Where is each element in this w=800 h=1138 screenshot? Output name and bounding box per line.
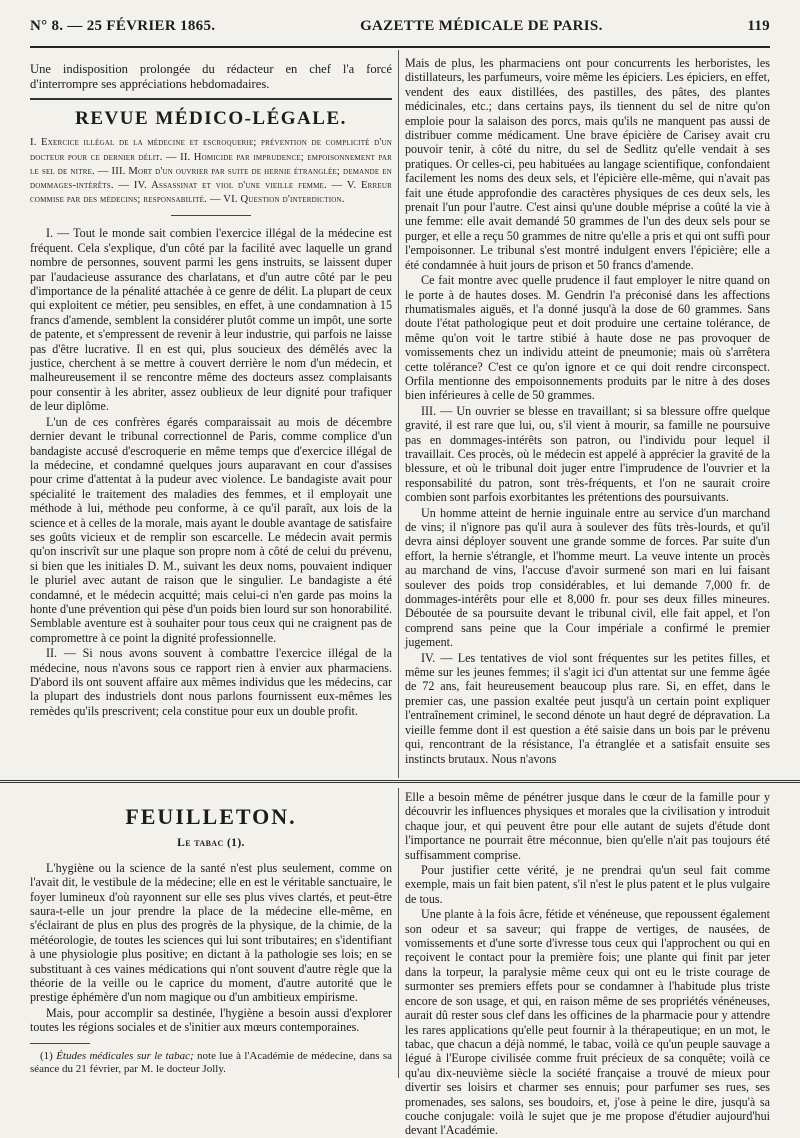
summary-rule — [171, 215, 251, 216]
feuilleton-paragraph: L'hygiène ou la science de la santé n'est plus seulement, comme on l'avait dit, le vestibule de la médecine; elle en est le véritable sanctuaire, le foyer lumineux d'où rayonnent sur elle ses plus vives clartés, et peut-être saura-t-elle un jour prendre la place de la médecine elle-même, en s'éclairant de plus en plus des progrès de la physique, de la chimie, de la météorologie, de toutes les sciences qui lui sont tributaires; en s'identifiant à une physiologie plus positive; en dictant à la pathologie ses lois; en se substituant à ces vaines médications qui n'ont souvent d'autre règle que la théorie de la veille ou le caprice du moment, d'autre autorité que le prestige éphémère d'un nom magique ou d'un ambitieux empirisme. — [30, 860, 392, 1005]
feuilleton-paragraph: Mais, pour accomplir sa destinée, l'hygiène a besoin aussi d'explorer toutes les régions sociales et de s'initier aux mœurs contemporaines. — [30, 1005, 392, 1035]
feuilleton-paragraph: Une plante à la fois âcre, fétide et vénéneuse, que repoussent également son odeur et sa saveur; qui frappe de vertiges, de nausées, de vomissements et d'une sorte d'ivresse tous ceux qui l'approchent ou qui en reçoivent le contact pour la première fois; une plante qui finit par jeter dans la torpeur, la paralysie même ceux qui ont eu le triste courage de surmonter ses premiers effets pour se condamner à l'habitude plus triste encore de son usage, et qui, en raison même de ses propriétés vénéneuses, aurait dû rester sous clef dans les officines de la pharmacie pour y attendre les rares applications qu'elle peut fournir à la thérapeutique; en un mot, le tabac, que chacun a déjà nommé, le tabac, voilà ce qu'un peuple sauvage a légué à l'Europe civilisée comme fruit précieux de sa conquête; voilà ce qu'au dix-neuvième siècle la société française a trouvé de mieux pour divertir ses loisirs et charmer ses ennuis; pour parfumer ses rues, ses promenades, ses salons, ses boudoirs, et, j'ose à peine le dire, jusqu'à sa couche conjugale: voilà le sujet que je me propose d'étudier aujourd'hui devant l'Académie. — [405, 907, 770, 1138]
page-number: 119 — [747, 18, 770, 34]
footnote-text: note lue à l'Académie de médecine, dans sa séance du 21 février, par M. le docteur Jolly. — [30, 1049, 393, 1075]
feuilleton-left-column — [30, 796, 392, 1101]
revue-paragraph: II. — Si nous avons souvent à combattre l'exercice illégal de la médecine, nous n'avons sous ce rapport rien à envier aux pharmaciens. D'abord ils ont souvent affaire aux mêmes individus que les médecins, car la plupart des industriels dont nous parlons fournissent eux-mêmes les remèdes qu'ils prescrivent; cela constitue pour eux un double profit. — [30, 646, 392, 718]
revue-paragraph: Ce fait montre avec quelle prudence il faut employer le nitre quand on le porte à de hautes doses. M. Gendrin l'a préconisé dans les affections rhumatismales aiguës, et l'a donné jusqu'à la dose de 60 grammes. Sans doute l'état pathologique peut et doit produire une certaine tolérance, de même qu'on voit le tartre stibié à haute dose ne pas provoquer de vomissements chez un individu atteint de pneumonie; mais où s'arrêtera cette tolérance? C'est ce qu'on ignore et ce qui doit rendre circonspect. Orfila mentionne des empoisonnements produits par le nitre à des doses bien inférieures à celle de 50 grammes. — [405, 273, 770, 403]
revue-paragraph: I. — Tout le monde sait combien l'exercice illégal de la médecine est fréquent. Cela s'explique, d'un côté par la facilité avec laquelle un grand nombre de personnes, souvent parmi les gens instruits, se laissent duper par l'audacieuse assurance des charlatans, et d'un autre côté par le peu d'importance de la pénalité attachée à ce genre de délit. La plupart de ceux qui exploitent ce métier, peu sensibles, en effet, à une condamnation à 15 francs d'amende, semblent la considérer plutôt comme un impôt, une sorte de patente, et s'empressent de revenir à leur industrie, qui parfois ne laisse pas d'être lucrative. Il en est qui, plus soucieux des démêlés avec la justice, cherchent à se mettre à couvert derrière le nom d'un médecin, et malheureusement il se rencontre même des docteurs assez complaisants pour consentir à les abriter, assez oublieux de leur dignité pour trafiquer de leur diplôme. — [30, 226, 392, 414]
editor-notice: Une indisposition prolongée du rédacteur en chef l'a forcé d'interrompre ses appréciations hebdomadaires. — [30, 62, 392, 91]
column-divider-bottom — [398, 788, 399, 1078]
revue-paragraph: IV. — Les tentatives de viol sont fréquentes sur les petites filles, et même sur les jeunes femmes; il s'agit ici d'un attentat sur une femme âgée de 72 ans, fait heureusement beaucoup plus rare. Si, en effet, dans le premier cas, une passion exaltée peut jusqu'à un certain point expliquer l'entraînement criminel, le second dénote un haut degré de dépravation. La vieille femme dont il est question a été saisie dans un bois par le prévenu qui, rencontrant de la résistance, l'a étranglée et a satisfait ensuite ses instincts brutaux. Nous n'avons — [405, 650, 770, 766]
issue-date: N° 8. — 25 FÉVRIER 1865. — [30, 18, 216, 34]
feuilleton-title: FEUILLETON. — [125, 804, 297, 829]
footnote-title: Études médicales sur le tabac; — [56, 1049, 194, 1062]
column-divider-top — [398, 50, 399, 778]
revue-paragraph: Un homme atteint de hernie inguinale entre au service d'un marchand de vins; il n'ignore pas qu'il aura à soulever des fûts très-lourds, et qu'il devra ainsi déployer souvent une grande somme de forces. Par suite d'un effort, la hernie s'étrangle, et l'homme meurt. La veuve intente un procès au marchand de vins, l'accuse d'avoir surmené son mari en lui faisant soulever des poids trop considérables, et lui demande 7,000 fr. de dommages-intérêts pour elle et 8,000 fr. pour ses deux filles mineures. Déboutée de sa poursuite devant le tribunal civil, elle fait appel, et l'on comprend sans peine que la Cour impériale a confirmé le premier jugement. — [405, 505, 770, 650]
feuilleton-paragraph: Pour justifier cette vérité, je ne prendrai qu'un seul fait comme exemple, mais un fait bien patent, s'il n'est le plus patent et le plus vulgaire de tous. — [405, 863, 770, 906]
revue-left-column — [30, 62, 392, 772]
revue-summary: I. Exercice illégal de la médecine et escroquerie; prévention de complicité d'un docteur pour ce dernier délit. — II. Homicide par imprudence; empoisonnement par le sel de nitre. — III. Mort d'un ouvrier par suite de hernie étranglée; demande en dommages-intérêts. — IV. Assassinat et viol d'une vieille femme. — V. Erreur commise par des médecins; responsabilité. — VI. Question d'interdiction. — [30, 137, 392, 206]
revue-right-column — [405, 56, 770, 778]
footnote-marker: (1) — [40, 1049, 53, 1062]
feuilleton-subtitle: Le tabac (1). — [177, 837, 245, 850]
revue-paragraph: L'un de ces confrères égarés comparaissait au mois de décembre dernier devant le tribunal correctionnel de Paris, comme complice d'un bandagiste accusé d'escroquerie en même temps que d'exercice illégal de la médecine, et condamné quelques jours auparavant en cour d'assises pour crime d'attentat à la pudeur avec violence. Le bandagiste avait pour spécialité le traitement des maladies des femmes, et il employait une méthode à lui, méthode peu conforme, à ce qu'il paraît, aux lois de la science et à celles de la morale, mais ayant le double avantage de satisfaire ses goûts vicieux et de remplir son escarcelle. Le médecin avait permis qu'on inscrivît sur une plaque son propre nom à côté de celui du prévenu, si bien que les initiales D. M., suivant les deux noms, pouvaient indiquer le pluriel avec autant de raison que le singulier. Le bandagiste a été condamné, et le médecin acquitté; mais celui-ci n'en garde pas moins la honte d'une prévention qui pèse d'un poids bien lourd sur son honorabilité. Semblable aventure est à souhaiter pour tous ceux qui ne craignent pas de compromettre à ce point la dignité professionnelle. — [30, 414, 392, 645]
revue-paragraph: Mais de plus, les pharmaciens ont pour concurrents les herboristes, les distillateurs, les parfumeurs, voire même les épiciers. Les épiciers, en effet, vendent des eaux distillées, des pastilles, des pâtes, des plantes médicinales, etc.; dans certains pays, ils tiennent du sel de nitre qu'on emploie pour la salaison des porcs, mais qu'ils ne manquent pas aussi de distribuer comme médicament. Une brave épicière de Carisey avait cru pouvoir tenir, à côté du nitre, du sel de Sedlitz qu'elle vendait à ses pratiques. Or celles-ci, peu habituées au langage scientifique, confondaient facilement les noms des deux sels, et l'épicière elle-même, qui n'avait pas fait une étude approfondie des caractères physiques de ces deux sels, les prenait l'un pour l'autre. C'est ainsi qu'une double méprise a coûté la vie à une femme: elle avait demandé 50 grammes de l'un des deux sels pour se purger, et elle a reçu 50 grammes de nitre qu'elle a pris et qui ont suffi pour l'empoisonner. Le tribunal s'est montré indulgent envers l'épicière; elle a été condamnée à huit jours de prison et 50 francs d'amende. — [405, 56, 770, 272]
revue-paragraph: III. — Un ouvrier se blesse en travaillant; si sa blessure offre quelque gravité, il est rare que lui, ou, s'il vient à mourir, sa famille ne poursuive pas en dommages-intérêts son patron, ou l'individu pour lequel il travaillait. Ces procès, où le médecin est appelé à apprécier la gravité de la blessure, et où le tribunal doit juger entre l'imprudence de l'ouvrier et la responsabilité du patron, sont très-fréquents, et l'on ne saurait croire combien sont parfois exorbitantes les prétentions des poursuivants. — [405, 403, 770, 505]
revue-title: REVUE MÉDICO-LÉGALE. — [75, 108, 347, 129]
footnote — [30, 1050, 392, 1076]
page-header — [30, 18, 770, 48]
publication-title: GAZETTE MÉDICALE DE PARIS. — [360, 18, 603, 34]
section-rule — [30, 98, 392, 100]
feuilleton-right-column — [405, 790, 770, 1138]
feuilleton-separator — [0, 780, 800, 787]
feuilleton-paragraph: Elle a besoin même de pénétrer jusque dans le cœur de la famille pour y découvrir les influences physiques et morales que la civilisation y introduit chaque jour, et qui peuvent être pour elle autant de sujets d'étude dont l'importance ne pourrait être méconnue, bien qu'elle n'ait pas toujours été suffisamment comprise. — [405, 790, 770, 862]
footnote-rule — [30, 1043, 90, 1044]
